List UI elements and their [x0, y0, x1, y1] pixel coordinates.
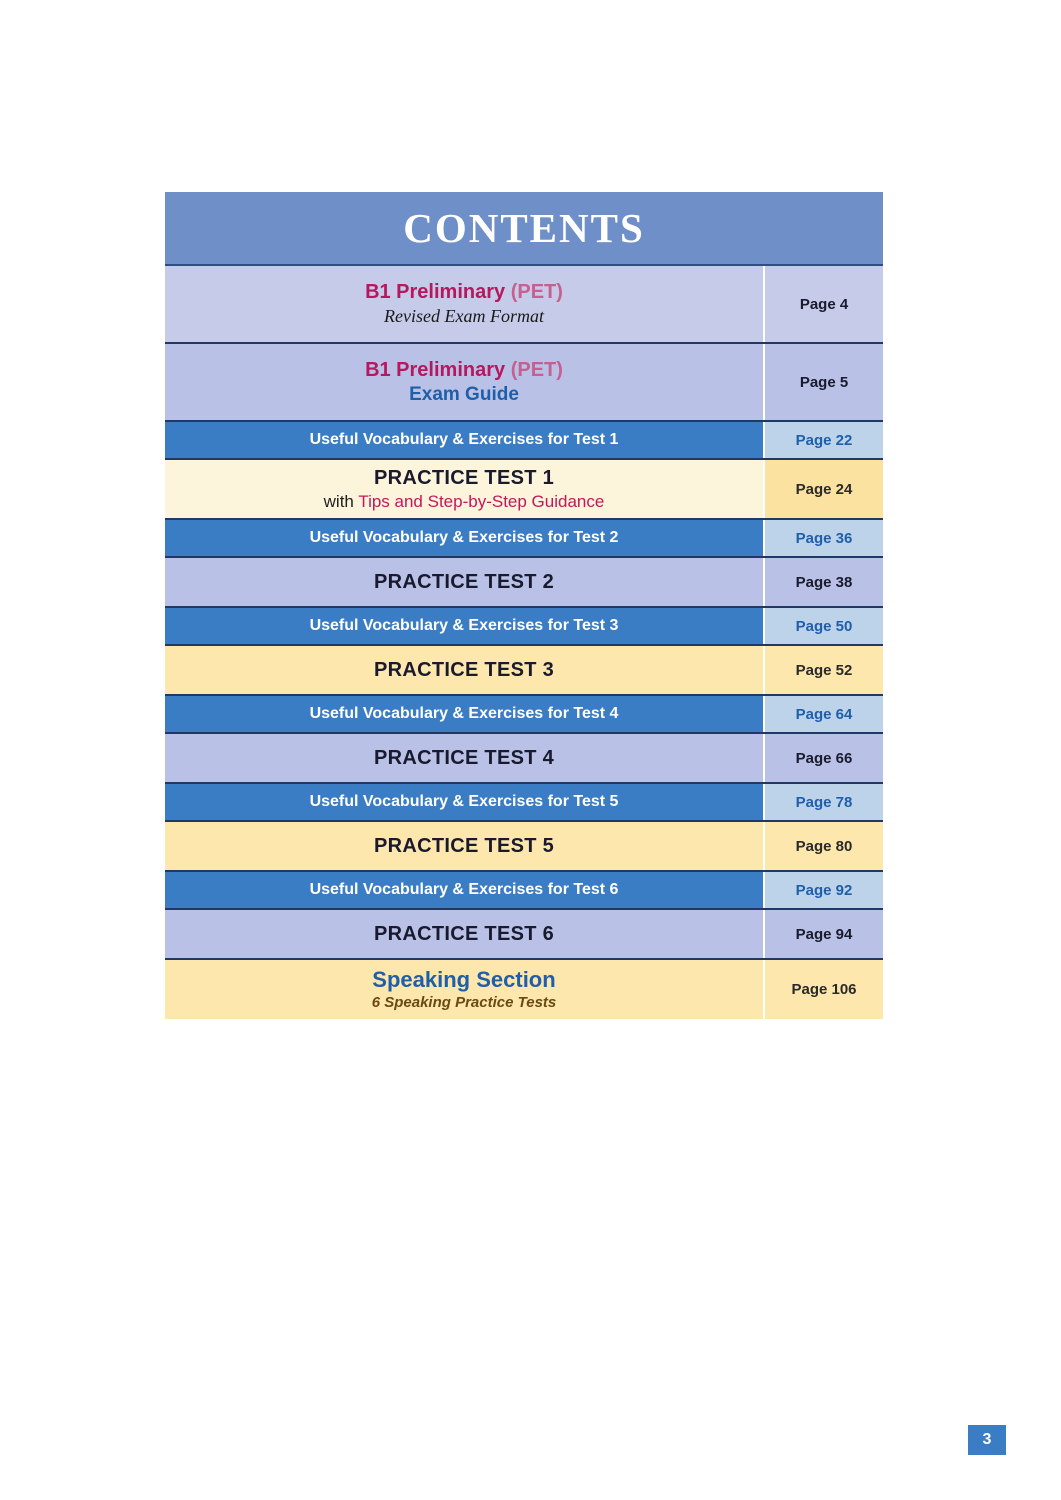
row-page-cell [763, 696, 883, 732]
row-page-cell [763, 822, 883, 870]
row-page-cell [763, 422, 883, 458]
row-title-cell [165, 910, 763, 958]
page-ref: Page 50 [795, 617, 853, 635]
row-subtitle-prefix: with [323, 492, 359, 511]
table-row[interactable] [165, 784, 883, 822]
row-page-cell [763, 910, 883, 958]
row-title-cell [165, 266, 763, 342]
row-title-line1: Useful Vocabulary & Exercises for Test 3 [309, 617, 619, 635]
table-row[interactable] [165, 608, 883, 646]
table-row[interactable] [165, 960, 883, 1018]
row-title-cell [165, 608, 763, 644]
row-title-line1: Useful Vocabulary & Exercises for Test 6 [309, 881, 619, 899]
table-row[interactable] [165, 520, 883, 558]
page-ref: Page 24 [795, 480, 853, 498]
page-ref: Page 94 [795, 925, 853, 943]
row-title-line1: Useful Vocabulary & Exercises for Test 4 [309, 705, 619, 723]
row-title-cell [165, 646, 763, 694]
row-page-cell [763, 558, 883, 606]
row-page-cell [763, 872, 883, 908]
row-title-line2: 6 Speaking Practice Tests [371, 993, 557, 1011]
row-page-cell [763, 784, 883, 820]
row-page-cell [763, 960, 883, 1018]
page-ref: Page 22 [795, 431, 853, 449]
contents-table [165, 192, 883, 1019]
row-title-line1: Useful Vocabulary & Exercises for Test 5 [309, 793, 619, 811]
row-title-cell [165, 822, 763, 870]
page-ref: Page 5 [799, 373, 849, 391]
row-page-cell [763, 734, 883, 782]
table-row[interactable] [165, 558, 883, 608]
table-row[interactable] [165, 422, 883, 460]
table-row[interactable] [165, 344, 883, 422]
row-title-line1: PRACTICE TEST 1 [373, 467, 555, 489]
row-page-cell [763, 520, 883, 556]
row-title-cell [165, 422, 763, 458]
row-title-line2: Exam Guide [409, 383, 519, 405]
row-title-line1: PRACTICE TEST 4 [373, 746, 555, 769]
row-title-cell [165, 520, 763, 556]
row-title-cell [165, 734, 763, 782]
table-row[interactable] [165, 872, 883, 910]
row-title-light: (PET) [505, 281, 563, 304]
row-page-cell [763, 266, 883, 342]
row-title-line1: PRACTICE TEST 5 [373, 834, 555, 857]
page-ref: Page 80 [795, 837, 853, 855]
row-title-strong: B1 Preliminary [365, 358, 506, 381]
row-title-line2: Revised Exam Format [384, 306, 544, 327]
row-title-cell [165, 784, 763, 820]
row-title-line1: PRACTICE TEST 6 [373, 922, 555, 945]
row-subtitle-highlight: Tips and Step-by-Step Guidance [358, 492, 605, 511]
page-ref: Page 106 [791, 980, 857, 998]
table-row[interactable] [165, 910, 883, 960]
table-row[interactable] [165, 266, 883, 344]
page-ref: Page 66 [795, 749, 853, 767]
table-row[interactable] [165, 696, 883, 734]
table-row[interactable] [165, 646, 883, 696]
row-page-cell [763, 608, 883, 644]
page-ref: Page 4 [799, 295, 849, 313]
row-page-cell [763, 344, 883, 420]
row-title-cell [165, 558, 763, 606]
row-page-cell [763, 460, 883, 518]
row-title-line2 [324, 491, 605, 512]
page-ref: Page 36 [795, 529, 853, 547]
row-title-line1: Speaking Section [372, 967, 556, 993]
table-row[interactable] [165, 460, 883, 520]
row-page-cell [763, 646, 883, 694]
contents-header [165, 192, 883, 266]
page-ref: Page 64 [795, 705, 853, 723]
table-row[interactable] [165, 734, 883, 784]
page-ref: Page 92 [795, 881, 853, 899]
row-title-line1: PRACTICE TEST 3 [373, 658, 555, 681]
row-title-cell [165, 872, 763, 908]
row-title-line1: PRACTICE TEST 2 [373, 570, 555, 593]
row-title-cell [165, 960, 763, 1018]
table-row[interactable] [165, 822, 883, 872]
row-title-light: (PET) [505, 358, 563, 381]
row-title-cell [165, 696, 763, 732]
row-title-cell [165, 344, 763, 420]
row-title-line1: Useful Vocabulary & Exercises for Test 1 [309, 431, 619, 448]
page-title: CONTENTS [403, 205, 645, 251]
row-title-line1: Useful Vocabulary & Exercises for Test 2 [309, 529, 619, 547]
row-title-cell [165, 460, 763, 518]
page-number-badge: 3 [968, 1425, 1006, 1455]
row-title-line1 [365, 280, 563, 305]
row-title-strong: B1 Preliminary [365, 281, 506, 304]
row-title-line1 [365, 358, 563, 383]
page-ref: Page 38 [795, 573, 853, 591]
page-ref: Page 78 [795, 793, 853, 811]
page-ref: Page 52 [795, 661, 853, 679]
